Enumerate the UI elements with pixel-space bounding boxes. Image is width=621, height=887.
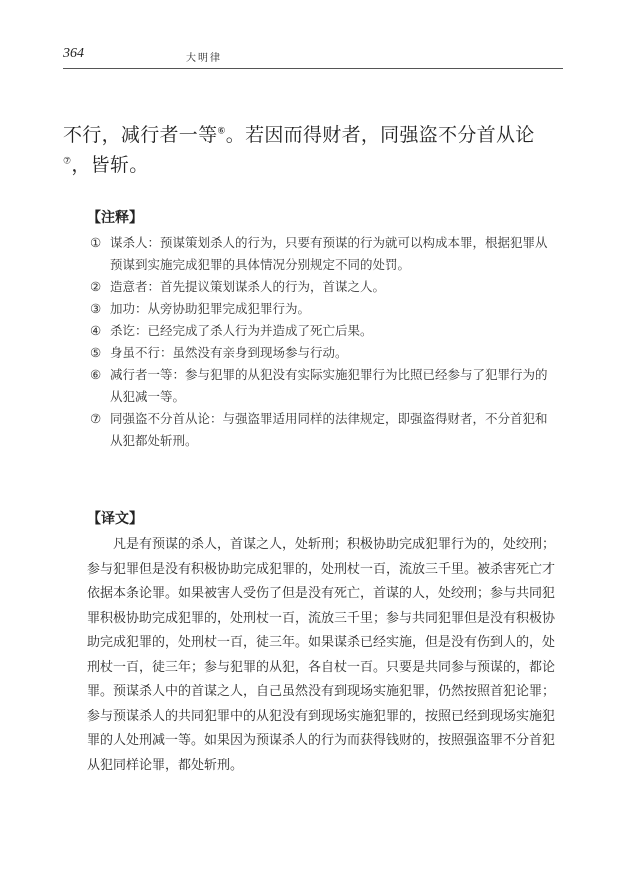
- annotation-item: [90, 364, 550, 408]
- statute-text-part: 。若因而得财者，同强盗不分首从论: [225, 124, 535, 146]
- annotation-number: ③: [90, 301, 102, 316]
- annotation-item: [90, 342, 550, 364]
- annotation-text: 同强盗不分首从论：与强盗罪适用同样的法律规定，即强盗得财者，不分首犯和从犯都处斩刑。: [110, 411, 548, 448]
- page-header: [63, 42, 563, 69]
- footnote-ref: ⑦: [63, 156, 72, 167]
- annotation-item: [90, 320, 550, 342]
- page-number: 364: [63, 46, 84, 61]
- annotation-text: 杀讫：已经完成了杀人行为并造成了死亡后果。: [110, 323, 373, 338]
- annotation-item: [90, 276, 550, 298]
- annotation-text: 造意者：首先提议策划谋杀人的行为，首谋之人。: [110, 279, 386, 294]
- annotations-heading: 【注释】: [87, 210, 143, 226]
- statute-text: [63, 120, 558, 180]
- translation-heading: 【译文】: [87, 511, 143, 527]
- annotation-item: [90, 232, 550, 276]
- annotation-number: ⑦: [90, 411, 102, 426]
- translation-text: 凡是有预谋的杀人，首谋之人，处斩刑；积极协助完成犯罪行为的，处绞刑；参与犯罪但是没有积极协助完成犯罪的，处刑杖一百，流放三千里。被杀害死亡才依据本条论罪。如果被害人受伤了但是没有死亡，首谋的人，处绞刑；参与共同犯罪积极协助完成犯罪的，处刑杖一百，流放三千里；参与共同犯罪但是没有积极协助完成犯罪的，处刑杖一百，徒三年。如果谋杀已经实施，但是没有伤到人的，处刑杖一百，徒三年；参与犯罪的从犯，各自杖一百。只要是共同参与预谋的，都论罪。预谋杀人中的首谋之人，自己虽然没有到现场实施犯罪，仍然按照首犯论罪；参与预谋杀人的共同犯罪中的从犯没有到现场实施犯罪的，按照已经到现场实施犯罪的人处刑减一等。如果因为预谋杀人的行为而获得钱财的，按照强盗罪不分首犯从犯同样论罪，都处斩刑。: [87, 537, 556, 773]
- annotation-number: ⑥: [90, 367, 102, 382]
- annotation-item: [90, 298, 550, 320]
- annotation-item: [90, 408, 550, 452]
- running-title: 大明律: [186, 53, 222, 64]
- annotation-number: ⑤: [90, 345, 102, 360]
- annotation-number: ④: [90, 323, 102, 338]
- annotation-text: 身虽不行：虽然没有亲身到现场参与行动。: [110, 345, 348, 360]
- annotation-text: 加功：从旁协助犯罪完成犯罪行为。: [110, 301, 311, 316]
- footnote-ref: ⑥: [217, 126, 226, 137]
- annotation-text: 谋杀人：预谋策划杀人的行为，只要有预谋的行为就可以构成本罪，根据犯罪从预谋到实施完成犯罪的具体情况分别规定不同的处罚。: [110, 235, 548, 272]
- statute-text-part: 不行，减行者一等: [63, 124, 218, 146]
- annotations-list: [90, 232, 550, 452]
- statute-text-part: ，皆斩。: [71, 154, 149, 176]
- annotation-number: ②: [90, 279, 102, 294]
- annotation-text: 减行者一等：参与犯罪的从犯没有实际实施犯罪行为比照已经参与了犯罪行为的从犯减一等。: [110, 367, 548, 404]
- annotation-number: ①: [90, 235, 102, 250]
